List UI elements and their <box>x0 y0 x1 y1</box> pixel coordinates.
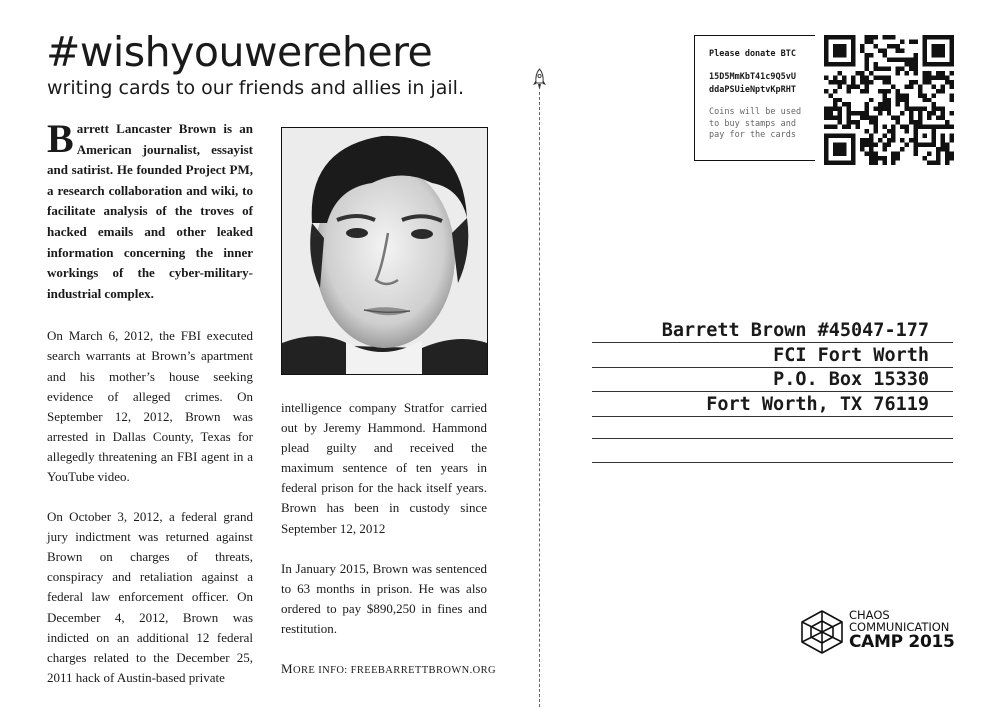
page-headline: #wishyouwerehere <box>46 28 433 76</box>
address-text-4: Fort Worth, TX 76119 <box>706 394 929 415</box>
logo-text-line-3: CAMP 2015 <box>849 632 955 652</box>
portrait-photo <box>281 127 488 375</box>
donate-note <box>709 107 815 142</box>
page-subheadline: writing cards to our friends and allies in jail. <box>47 77 464 99</box>
donate-note-line-2: to buy stamps and <box>709 118 796 129</box>
geodesic-dome-icon <box>797 609 847 655</box>
btc-address-line-1: 15D5MmKbT41c9Q5vU <box>709 72 796 82</box>
qr-code <box>824 35 954 165</box>
paragraph-2: On March 6, 2012, the FBI executed search warrants at Brown’s apartment and his mother’s house seeking evidence of alleged crimes. On September 12, 2012, Brown was arrested in Dallas County, Texas for allegedly threatening an FBI agent in a YouTube video. <box>47 328 253 484</box>
btc-address <box>709 71 815 97</box>
portrait-illustration <box>282 128 487 374</box>
address-text-3: P.O. Box 15330 <box>773 369 929 390</box>
address-text-2: FCI Fort Worth <box>773 345 929 366</box>
rocket-icon <box>532 68 547 92</box>
drop-cap: B <box>47 116 74 161</box>
ccc-camp-logo <box>797 607 957 657</box>
intro-text: arrett Lancaster Brown is an American journalist, essayist and satirist. He founded Project PM, a research collaboration and wiki, to facilitate analysis of the troves of hacked emails and other leaked information concerning the inner workings of the cyber-military-industrial complex. <box>47 121 253 301</box>
article-column-left <box>47 116 253 708</box>
address-line-3 <box>592 367 953 392</box>
address-line-1 <box>592 318 953 343</box>
article-column-middle <box>281 398 497 681</box>
logo-text-line-1: CHAOS <box>849 608 890 622</box>
donate-note-line-1: Coins will be used <box>709 107 802 117</box>
donate-box <box>694 35 815 161</box>
logo-text-line-2: COMMUNICATION <box>849 620 950 634</box>
paragraph-4: In January 2015, Brown was sentenced to 63 months in prison. He was also ordered to pay $890,250 in fines and restitution. <box>281 560 487 636</box>
address-line-2 <box>592 343 953 368</box>
postcard-divider <box>539 92 540 707</box>
intro-paragraph <box>47 116 253 304</box>
more-info-text: ORE INFO: FREEBARRETTBROWN.ORG <box>292 665 497 677</box>
more-info-line <box>281 659 497 681</box>
more-info-initial: M <box>281 661 293 677</box>
paragraph-3: On October 3, 2012, a federal grand jury indictment was returned against Brown on charges of threats, conspiracy and retaliation against a federal law enforcement officer. On December 4, 2012, Brown was indicted on an additional 12 federal charges related to the December 25, 2011 hack of Austin-based private <box>47 509 253 685</box>
donate-title: Please donate BTC <box>709 49 796 59</box>
address-text-1: Barrett Brown #45047-177 <box>661 320 929 341</box>
donate-note-line-3: pay for the cards <box>709 130 796 140</box>
address-line-6 <box>592 438 953 463</box>
address-line-5 <box>592 414 953 439</box>
paragraph-3-continued: intelligence company Stratfor carried out by Jeremy Hammond. Hammond plead guilty and received the maximum sentence of ten years in federal prison for the hack itself years. Brown has been in custody since September 12, 2012 <box>281 400 487 536</box>
btc-address-line-2: ddaPSUieNptvKpRHT <box>709 85 796 95</box>
